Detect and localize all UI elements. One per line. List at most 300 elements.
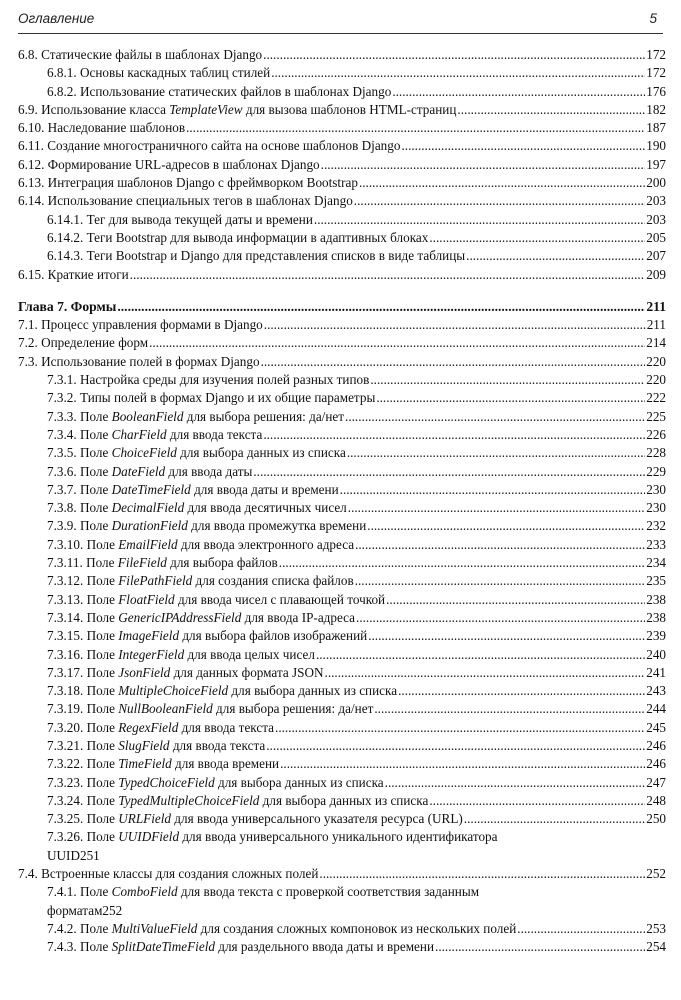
entry-text-suffix: для выбора данных из списка bbox=[176, 445, 346, 461]
toc-chapter-heading[interactable] bbox=[18, 298, 666, 316]
entry-page-number: 172 bbox=[646, 65, 666, 81]
toc-entry[interactable] bbox=[18, 664, 666, 682]
entry-number: 7.3.6. bbox=[47, 463, 77, 479]
header-page-number: 5 bbox=[649, 11, 657, 26]
entry-number: 7.4.3. bbox=[47, 939, 77, 955]
section-gap bbox=[18, 284, 666, 298]
toc-entry[interactable] bbox=[18, 444, 666, 462]
toc-entry[interactable] bbox=[18, 408, 666, 426]
entry-page-number: 182 bbox=[646, 101, 666, 117]
entry-page-number: 238 bbox=[646, 591, 666, 607]
entry-page-number: 235 bbox=[646, 573, 666, 589]
toc-entry[interactable] bbox=[18, 865, 666, 883]
leader-dots bbox=[359, 174, 645, 192]
entry-page-number: 248 bbox=[646, 792, 666, 808]
entry-text: Поле bbox=[76, 481, 112, 497]
entry-number: 6.8.1. bbox=[47, 65, 77, 81]
leader-dots bbox=[149, 334, 645, 352]
leader-dots bbox=[376, 389, 645, 407]
entry-text-suffix: для ввода времени bbox=[171, 756, 280, 772]
entry-text: Использование полей в формах Django bbox=[37, 353, 260, 369]
entry-title bbox=[47, 536, 354, 554]
entry-title bbox=[47, 938, 434, 956]
entry-title bbox=[47, 64, 270, 82]
entry-text: Теги Bootstrap и Django для представления списков в виде таблицы bbox=[83, 248, 466, 264]
entry-text: Поле bbox=[76, 445, 112, 461]
leader-dots bbox=[340, 481, 646, 499]
entry-number: 6.13. bbox=[18, 175, 45, 191]
toc-entry[interactable] bbox=[18, 247, 666, 265]
toc-entry[interactable] bbox=[18, 828, 666, 865]
entry-text: Поле bbox=[83, 701, 119, 717]
entry-text: Теги Bootstrap для вывода информации в адаптивных блоках bbox=[83, 229, 429, 245]
entry-title bbox=[18, 316, 263, 334]
leader-dots bbox=[367, 517, 645, 535]
entry-number: 7.3.18. bbox=[47, 683, 84, 699]
leader-dots bbox=[464, 810, 645, 828]
leader-dots bbox=[321, 156, 646, 174]
entry-title bbox=[47, 591, 385, 609]
entry-page-number: 230 bbox=[646, 500, 666, 516]
toc-entry[interactable] bbox=[18, 119, 666, 137]
entry-title bbox=[47, 755, 279, 773]
toc-entry[interactable] bbox=[18, 426, 666, 444]
entry-text: Поле bbox=[83, 792, 119, 808]
entry-text-suffix: для ввода десятичных чисел bbox=[184, 500, 347, 516]
entry-text-suffix: для ввода универсального уникального идентификатора bbox=[179, 829, 498, 845]
entry-title bbox=[47, 211, 313, 229]
entry-title bbox=[18, 266, 129, 284]
entry-number: 7.3.15. bbox=[47, 628, 84, 644]
toc-entry[interactable] bbox=[18, 591, 666, 609]
entry-title bbox=[47, 700, 373, 718]
entry-title bbox=[47, 627, 367, 645]
entry-text: Поле bbox=[83, 536, 119, 552]
entry-class-name: GenericIPAddressField bbox=[118, 609, 242, 625]
entry-number: 6.15. bbox=[18, 266, 45, 282]
entry-text: Поле bbox=[83, 774, 119, 790]
entry-title bbox=[18, 137, 400, 155]
entry-title bbox=[18, 334, 148, 352]
entry-page-number: 246 bbox=[646, 737, 666, 753]
toc-entry[interactable] bbox=[18, 682, 666, 700]
leader-dots bbox=[354, 192, 645, 210]
entry-first-line bbox=[47, 883, 666, 901]
entry-number: 7.3.1. bbox=[47, 372, 77, 388]
entry-text: Поле bbox=[76, 408, 112, 424]
toc-entry[interactable] bbox=[18, 371, 666, 389]
entry-page-number: 230 bbox=[646, 481, 666, 497]
entry-class-name: ImageField bbox=[118, 628, 180, 644]
entry-page-number: 214 bbox=[646, 335, 666, 351]
toc-entry[interactable] bbox=[18, 64, 666, 82]
entry-class-name: FilePathField bbox=[118, 573, 193, 589]
entry-number: 7.4.1. bbox=[47, 884, 77, 900]
entry-number: 7.2. bbox=[18, 335, 38, 351]
leader-dots bbox=[386, 591, 645, 609]
entry-class-name: IntegerField bbox=[118, 646, 185, 662]
toc-entry[interactable] bbox=[18, 938, 666, 956]
toc-entry[interactable] bbox=[18, 700, 666, 718]
leader-dots bbox=[279, 554, 645, 572]
entry-text-suffix: для ввода электронного адреса bbox=[177, 536, 355, 552]
entry-text: Типы полей в формах Django и их общие параметры bbox=[76, 390, 376, 406]
toc-entry[interactable] bbox=[18, 737, 666, 755]
entry-text: Поле bbox=[83, 609, 119, 625]
leader-dots bbox=[348, 499, 645, 517]
entry-text: Наследование шаблонов bbox=[44, 120, 186, 136]
toc-entry[interactable] bbox=[18, 481, 666, 499]
entry-number: 7.3.19. bbox=[47, 701, 84, 717]
toc-entry[interactable] bbox=[18, 627, 666, 645]
entry-page-number: 225 bbox=[646, 408, 666, 424]
entry-number: 7.3.24. bbox=[47, 792, 84, 808]
entry-text: Поле bbox=[83, 811, 119, 827]
toc-entry[interactable] bbox=[18, 554, 666, 572]
toc-entry[interactable] bbox=[18, 646, 666, 664]
entry-page-number: 240 bbox=[646, 646, 666, 662]
leader-dots bbox=[401, 137, 645, 155]
toc-section-chapter-7 bbox=[18, 316, 666, 956]
toc-entry[interactable] bbox=[18, 174, 666, 192]
entry-title bbox=[47, 554, 278, 572]
entry-page-number: 238 bbox=[646, 609, 666, 625]
entry-number: 6.14.1. bbox=[47, 211, 84, 227]
entry-page-number: 250 bbox=[646, 811, 666, 827]
entry-text-suffix: для ввода даты и времени bbox=[190, 481, 339, 497]
leader-dots bbox=[263, 426, 645, 444]
entry-number: 7.3.16. bbox=[47, 646, 84, 662]
entry-text: Поле bbox=[76, 463, 112, 479]
entry-title bbox=[47, 517, 366, 535]
toc-entry[interactable] bbox=[18, 211, 666, 229]
entry-text: Поле bbox=[83, 756, 119, 772]
leader-dots bbox=[263, 46, 645, 64]
entry-class-name: MultiValueField bbox=[111, 920, 198, 936]
chapter-page-number: 211 bbox=[646, 298, 666, 314]
entry-title bbox=[47, 774, 384, 792]
entry-class-name: EmailField bbox=[118, 536, 178, 552]
entry-text-suffix: для создания сложных компоновок из нескольких полей bbox=[197, 920, 517, 936]
entry-second-line bbox=[47, 847, 666, 865]
leader-dots bbox=[280, 755, 645, 773]
entry-title bbox=[47, 664, 324, 682]
entry-text: Использование специальных тегов в шаблонах Django bbox=[44, 193, 353, 209]
entry-page-number: 229 bbox=[646, 463, 666, 479]
toc-entry[interactable] bbox=[18, 156, 666, 174]
entry-text: Основы каскадных таблиц стилей bbox=[76, 65, 271, 81]
toc-entry[interactable] bbox=[18, 883, 666, 920]
leader-dots bbox=[392, 83, 645, 101]
entry-number: 7.3.3. bbox=[47, 408, 77, 424]
entry-text-continued: UUID bbox=[47, 847, 80, 863]
entry-text-suffix: для выбора решения: да/нет bbox=[212, 701, 374, 717]
entry-page-number: 176 bbox=[646, 83, 666, 99]
entry-title bbox=[47, 810, 463, 828]
entry-page-number: 203 bbox=[646, 211, 666, 227]
leader-dots bbox=[266, 737, 645, 755]
leader-dots bbox=[117, 298, 645, 316]
entry-number: 7.3.25. bbox=[47, 811, 84, 827]
leader-dots bbox=[275, 719, 645, 737]
entry-title bbox=[47, 463, 252, 481]
entry-number: 7.3.2. bbox=[47, 390, 77, 406]
toc-entry[interactable] bbox=[18, 463, 666, 481]
entry-class-name: URLField bbox=[118, 811, 171, 827]
leader-dots bbox=[517, 920, 645, 938]
toc-entry[interactable] bbox=[18, 792, 666, 810]
entry-first-line bbox=[47, 828, 666, 846]
entry-number: 6.14.2. bbox=[47, 229, 84, 245]
entry-page-number: 243 bbox=[646, 683, 666, 699]
entry-text: Определение форм bbox=[37, 335, 149, 351]
entry-text: Поле bbox=[83, 683, 119, 699]
entry-page-number: 251 bbox=[79, 847, 100, 863]
entry-text: Краткие итоги bbox=[44, 266, 129, 282]
entry-number: 7.3.26. bbox=[47, 829, 84, 845]
entry-page-number: 200 bbox=[646, 175, 666, 191]
toc-entry[interactable] bbox=[18, 719, 666, 737]
leader-dots bbox=[264, 316, 646, 334]
entry-text: Поле bbox=[83, 737, 119, 753]
entry-title bbox=[47, 572, 354, 590]
leader-dots bbox=[370, 371, 645, 389]
entry-class-name: RegexField bbox=[118, 719, 179, 735]
entry-text: Поле bbox=[82, 555, 118, 571]
toc-entry[interactable] bbox=[18, 353, 666, 371]
entry-number: 7.3.10. bbox=[47, 536, 84, 552]
toc-entry[interactable] bbox=[18, 536, 666, 554]
entry-page-number: 239 bbox=[646, 628, 666, 644]
entry-text-suffix: для ввода промежутка времени bbox=[187, 518, 367, 534]
leader-dots bbox=[435, 938, 645, 956]
entry-text: Статические файлы в шаблонах Django bbox=[37, 47, 263, 62]
entry-title bbox=[18, 353, 260, 371]
entry-text-suffix: для ввода текста с проверкой соответствия заданным bbox=[177, 884, 480, 900]
entry-number: 7.3.22. bbox=[47, 756, 84, 772]
entry-title bbox=[18, 174, 358, 192]
entry-text: Настройка среды для изучения полей разных типов bbox=[76, 372, 370, 388]
entry-class-name: JsonField bbox=[118, 664, 171, 680]
leader-dots bbox=[398, 682, 645, 700]
entry-class-name: UUIDField bbox=[118, 829, 180, 845]
entry-text-suffix: для ввода текста bbox=[178, 719, 275, 735]
entry-text: Поле bbox=[83, 628, 119, 644]
entry-title bbox=[18, 101, 456, 119]
entry-text: Процесс управления формами в Django bbox=[37, 317, 263, 333]
entry-number: 7.3.20. bbox=[47, 719, 84, 735]
entry-class-name: SlugField bbox=[118, 737, 170, 753]
entry-class-name: ChoiceField bbox=[111, 445, 177, 461]
entry-page-number: 205 bbox=[646, 229, 666, 245]
entry-page-number: 228 bbox=[646, 445, 666, 461]
toc-entry[interactable] bbox=[18, 920, 666, 938]
entry-text: Поле bbox=[83, 646, 119, 662]
toc-entry[interactable] bbox=[18, 266, 666, 284]
entry-page-number: 220 bbox=[646, 372, 666, 388]
entry-text: Поле bbox=[76, 920, 112, 936]
entry-page-number: 241 bbox=[646, 664, 666, 680]
entry-title bbox=[47, 389, 375, 407]
entry-number: 7.3.14. bbox=[47, 609, 84, 625]
entry-text-suffix: для выбора файлов bbox=[166, 555, 278, 571]
entry-text-suffix: для создания списка файлов bbox=[192, 573, 354, 589]
entry-title bbox=[18, 865, 318, 883]
entry-page-number: 233 bbox=[646, 536, 666, 552]
entry-text: Поле bbox=[83, 573, 119, 589]
entry-page-number: 197 bbox=[646, 156, 666, 172]
entry-page-number: 245 bbox=[646, 719, 666, 735]
entry-text: Использование статических файлов в шаблонах Django bbox=[76, 83, 392, 99]
entry-title bbox=[47, 609, 355, 627]
entry-number: 6.11. bbox=[18, 138, 44, 154]
entry-text-suffix: для выбора данных из списка bbox=[228, 683, 398, 699]
entry-class-name: FloatField bbox=[118, 591, 175, 607]
entry-text: Создание многостраничного сайта на основе шаблонов Django bbox=[43, 138, 401, 154]
toc-entry[interactable] bbox=[18, 83, 666, 101]
entry-number: 7.3.12. bbox=[47, 573, 84, 589]
entry-text: Поле bbox=[76, 500, 112, 516]
leader-dots bbox=[186, 119, 645, 137]
toc-entry[interactable] bbox=[18, 137, 666, 155]
entry-text: Интеграция шаблонов Django с фреймворком Bootstrap bbox=[44, 175, 358, 191]
entry-class-name: SplitDateTimeField bbox=[111, 939, 215, 955]
toc-entry[interactable] bbox=[18, 774, 666, 792]
entry-title bbox=[47, 646, 315, 664]
entry-title bbox=[47, 229, 428, 247]
leader-dots bbox=[368, 627, 645, 645]
entry-class-name: DurationField bbox=[111, 518, 188, 534]
toc-section-chapter-6 bbox=[18, 46, 666, 284]
entry-page-number: 252 bbox=[646, 866, 666, 882]
entry-title bbox=[18, 192, 353, 210]
leader-dots bbox=[429, 229, 645, 247]
entry-number: 7.3.13. bbox=[47, 591, 84, 607]
leader-dots bbox=[261, 353, 646, 371]
entry-title bbox=[47, 408, 344, 426]
toc-entry[interactable] bbox=[18, 499, 666, 517]
entry-text-suffix: для ввода даты bbox=[165, 463, 253, 479]
entry-title bbox=[47, 444, 346, 462]
leader-dots bbox=[356, 609, 645, 627]
entry-number: 6.12. bbox=[18, 156, 45, 172]
toc-entry[interactable] bbox=[18, 46, 666, 64]
entry-number: 7.3.17. bbox=[47, 664, 84, 680]
entry-title bbox=[18, 119, 185, 137]
toc-entry[interactable] bbox=[18, 810, 666, 828]
toc-entry[interactable] bbox=[18, 389, 666, 407]
entry-text-suffix: для выбора файлов изображений bbox=[179, 628, 368, 644]
entry-text: Использование класса bbox=[37, 101, 170, 117]
entry-page-number: 232 bbox=[646, 518, 666, 534]
entry-text: Встроенные классы для создания сложных полей bbox=[37, 866, 319, 882]
entry-text: Поле bbox=[76, 939, 112, 955]
entry-page-number: 246 bbox=[646, 756, 666, 772]
entry-text: Тег для вывода текущей даты и времени bbox=[83, 211, 313, 227]
entry-class-name: NullBooleanField bbox=[118, 701, 213, 717]
leader-dots bbox=[466, 247, 645, 265]
leader-dots bbox=[457, 101, 645, 119]
entry-text-suffix: для ввода IP-адреса bbox=[241, 609, 356, 625]
entry-page-number: 187 bbox=[646, 120, 666, 136]
entry-title bbox=[47, 499, 347, 517]
toc-entry[interactable] bbox=[18, 572, 666, 590]
entry-page-number: 172 bbox=[646, 47, 666, 62]
entry-text-suffix: для ввода целых чисел bbox=[184, 646, 315, 662]
entry-page-number: 252 bbox=[102, 902, 123, 918]
toc-entry[interactable] bbox=[18, 192, 666, 210]
leader-dots bbox=[314, 211, 645, 229]
entry-class-name: MultipleChoiceField bbox=[118, 683, 229, 699]
header-title: Оглавление bbox=[18, 11, 95, 26]
entry-page-number: 226 bbox=[646, 426, 666, 442]
entry-page-number: 244 bbox=[646, 701, 666, 717]
entry-page-number: 211 bbox=[646, 317, 666, 333]
toc-entry[interactable] bbox=[18, 609, 666, 627]
entry-class-name: DateTimeField bbox=[111, 481, 191, 497]
toc-entry[interactable] bbox=[18, 316, 666, 334]
entry-text: Поле bbox=[76, 884, 112, 900]
entry-text-suffix: для ввода универсального указателя ресурса (URL) bbox=[171, 811, 463, 827]
toc-entry[interactable] bbox=[18, 755, 666, 773]
leader-dots bbox=[385, 774, 646, 792]
chapter-title: Глава 7. Формы bbox=[18, 298, 117, 314]
entry-title bbox=[18, 156, 320, 174]
entry-page-number: 222 bbox=[646, 390, 666, 406]
entry-number: 7.3.21. bbox=[47, 737, 84, 753]
entry-number: 7.4. bbox=[18, 866, 38, 882]
table-of-contents bbox=[18, 46, 666, 957]
entry-number: 7.3. bbox=[18, 353, 38, 369]
leader-dots bbox=[316, 646, 645, 664]
entry-text-suffix: для раздельного ввода даты и времени bbox=[214, 939, 435, 955]
toc-entry[interactable] bbox=[18, 229, 666, 247]
entry-text: Формирование URL-адресов в шаблонах Django bbox=[44, 156, 320, 172]
entry-page-number: 190 bbox=[646, 138, 666, 154]
entry-number: 7.3.8. bbox=[47, 500, 77, 516]
toc-entry[interactable] bbox=[18, 101, 666, 119]
entry-text: Поле bbox=[76, 518, 112, 534]
leader-dots bbox=[355, 572, 646, 590]
entry-title bbox=[47, 920, 516, 938]
entry-page-number: 207 bbox=[646, 248, 666, 264]
entry-text: Поле bbox=[76, 426, 112, 442]
entry-title bbox=[47, 481, 339, 499]
entry-title bbox=[47, 792, 428, 810]
entry-text: Поле bbox=[83, 719, 119, 735]
entry-page-number: 220 bbox=[646, 353, 666, 369]
entry-class-name: ComboField bbox=[111, 884, 178, 900]
toc-entry[interactable] bbox=[18, 517, 666, 535]
entry-class-name: DecimalField bbox=[111, 500, 185, 516]
entry-text-suffix: для выбора данных из списка bbox=[214, 774, 384, 790]
entry-page-number: 253 bbox=[646, 920, 666, 936]
entry-number: 6.9. bbox=[18, 101, 38, 117]
toc-entry[interactable] bbox=[18, 334, 666, 352]
entry-text-suffix: для ввода чисел с плавающей точкой bbox=[174, 591, 386, 607]
entry-page-number: 254 bbox=[646, 939, 666, 955]
entry-page-number: 234 bbox=[646, 555, 666, 571]
leader-dots bbox=[271, 64, 645, 82]
entry-number: 7.3.4. bbox=[47, 426, 77, 442]
entry-text-suffix: для данных формата JSON bbox=[170, 664, 324, 680]
leader-dots bbox=[253, 463, 645, 481]
entry-number: 7.3.5. bbox=[47, 445, 77, 461]
entry-class-name: DateField bbox=[111, 463, 166, 479]
entry-text: Поле bbox=[83, 664, 119, 680]
entry-class-name: FileField bbox=[117, 555, 167, 571]
leader-dots bbox=[325, 664, 646, 682]
